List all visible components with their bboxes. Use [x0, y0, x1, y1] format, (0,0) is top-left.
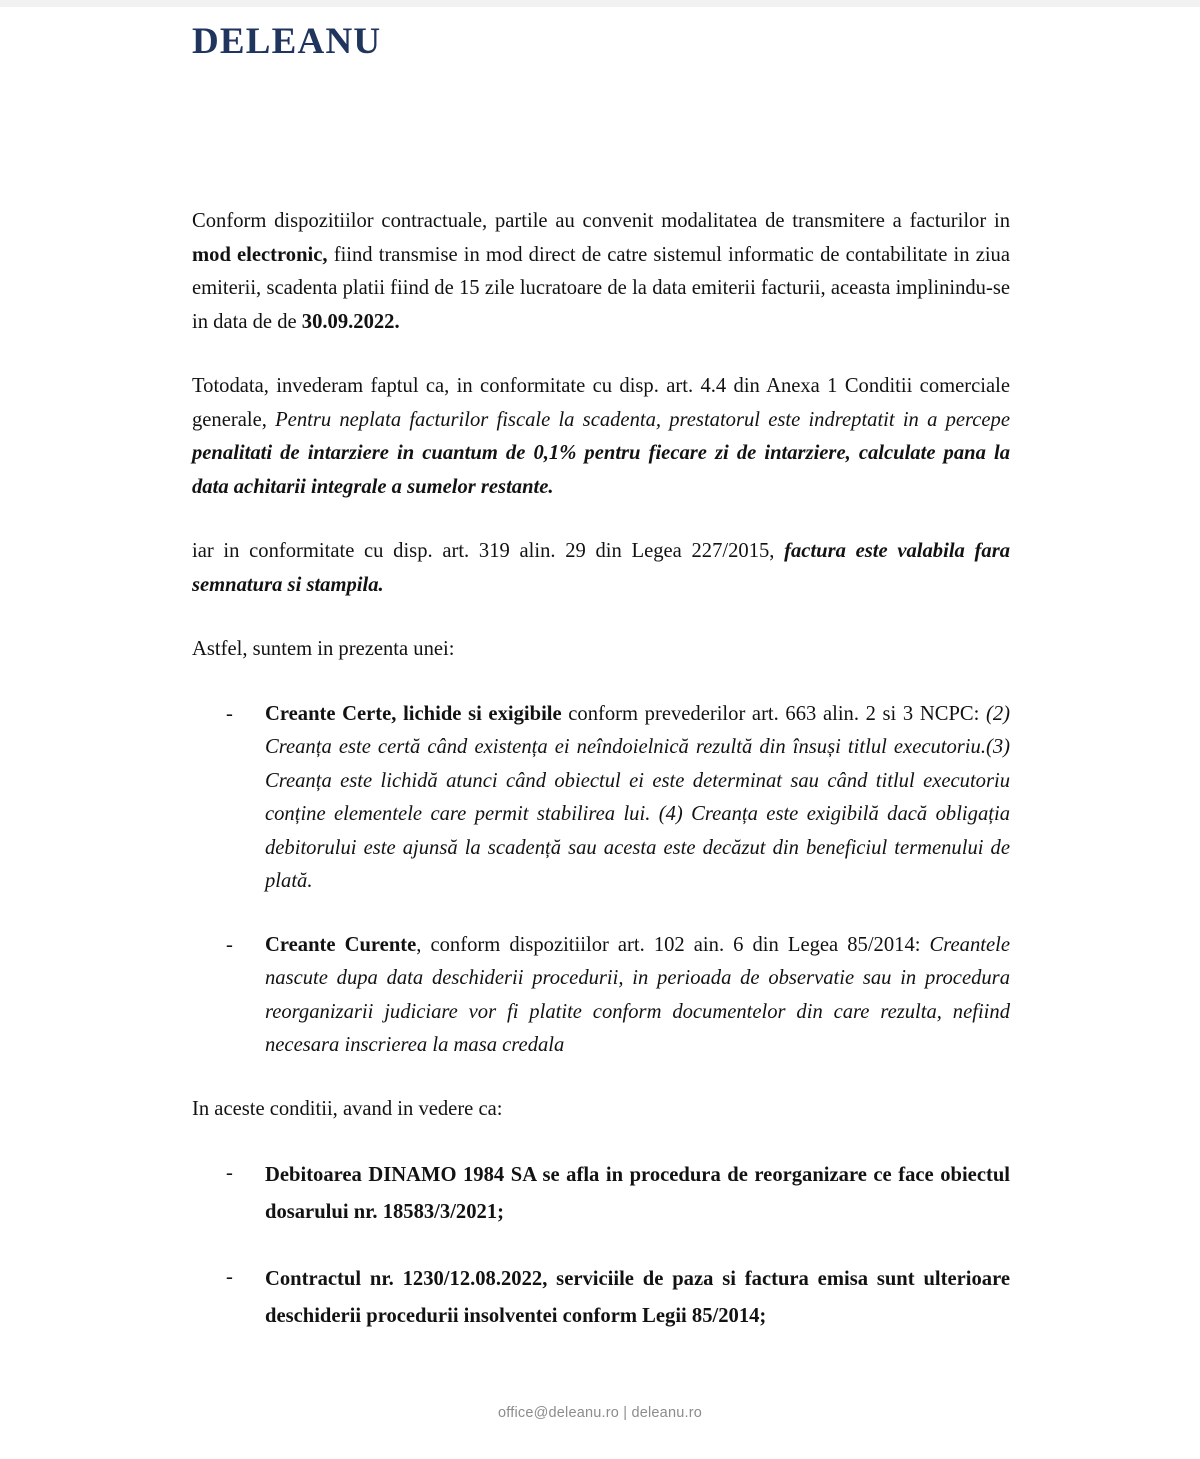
p1-seg1: Conform dispozitiilor contractuale, partile au convenit modalitatea de transmitere a facturilor in — [192, 210, 1010, 232]
creante-curente-seg2: , conform dispozitiilor art. 102 ain. 6 din Legea 85/2014: — [416, 933, 930, 956]
conditii-list — [192, 1157, 1010, 1335]
paragraph-astfel-intro: Astfel, suntem in prezenta unei: — [192, 638, 455, 660]
list-item — [192, 698, 1010, 899]
paragraph-conditii-intro: In aceste conditii, avand in vedere ca: — [192, 1097, 503, 1120]
creante-list — [192, 698, 1010, 1063]
paragraph-penalitati-intarziere — [192, 370, 1010, 504]
bullet-dash-icon: - — [226, 933, 233, 956]
list-item — [192, 1157, 1010, 1231]
paragraph-factura-valabila — [192, 535, 1010, 602]
footer-contact-text: office@deleanu.ro | deleanu.ro — [498, 1405, 702, 1421]
bullet-dash-icon: - — [226, 702, 233, 725]
p1-mod-electronic-bold: mod electronic, — [192, 243, 328, 266]
document-body — [192, 205, 1010, 1335]
creante-certe-quote-italic: (2) Creanța este certă când existența ei neîndoielnică rezultă din însuși titlul executoriu.(3) Creanța este lichidă atunci când obiectul ei este determinat sau când titlul executoriu conține elementele care permit stabilirea lui. (4) Creanța este exigibilă dacă obligația debitorului este ajunsă la scadență sau acesta este decăzut din beneficiul termenului de plată. — [265, 702, 1010, 892]
p2-quote-italic: Pentru neplata facturilor fiscale la scadenta, prestatorul este indreptatit in a percepe — [275, 408, 1010, 431]
debitoarea-dinamo-bold: Debitoarea DINAMO 1984 SA se afla in procedura de reorganizare ce face obiectul dosarului nr. 18583/3/2021; — [265, 1164, 1010, 1223]
p1-seg3: fiind transmise in mod direct de catre sistemul informatic de contabilitate in ziua emiterii, scadenta platii fiind de 15 zile lucratoare de la data emiterii facturii, aceasta implinindu-se in data de de — [192, 243, 1010, 333]
paragraph-transmitere-facturi — [192, 205, 1010, 339]
bullet-dash-icon: - — [226, 1266, 233, 1288]
contractul-1230-bold: Contractul nr. 1230/12.08.2022, serviciile de paza si factura emisa sunt ulterioare deschiderii procedurii insolventei conform Legii 85/2014; — [265, 1268, 1010, 1327]
deleanu-logo-wordmark: DELEANU — [192, 21, 382, 62]
creante-curente-title-bold: Creante Curente — [265, 933, 417, 956]
page-footer — [0, 1404, 1200, 1422]
letterhead — [192, 22, 1012, 63]
creante-curente-quote-italic: Creantele nascute dupa data deschiderii procedurii, in perioada de observatie sau in procedura reorganizarii judiciare vor fi platite conform documentelor din care rezulta, nefiind necesara inscrierea la masa credala — [265, 933, 1010, 1056]
page-top-edge-strip — [0, 0, 1200, 7]
bullet-dash-icon: - — [226, 1162, 233, 1184]
creante-certe-seg2: conform prevederilor art. 663 alin. 2 si 3 NCPC: — [561, 702, 986, 725]
p1-scadenta-date-bold: 30.09.2022. — [301, 310, 400, 333]
p2-seg1: Totodata, invederam faptul ca, in conformitate cu disp. art. 4.4 din Anexa 1 Conditii comerciale generale, — [192, 375, 1010, 431]
p3-seg1: iar in conformitate cu disp. art. 319 alin. 29 din Legea 227/2015, — [192, 540, 785, 562]
p3-factura-valabila-bold-italic: factura este valabila fara semnatura si stampila. — [192, 540, 1010, 596]
p2-penalitati-bold-italic: penalitati de intarziere in cuantum de 0,1% pentru fiecare zi de intarziere, calculate pana la data achitarii integrale a sumelor restante. — [192, 442, 1010, 498]
creante-certe-title-bold: Creante Certe, lichide si exigibile — [265, 702, 562, 725]
list-item — [192, 929, 1010, 1063]
list-item — [192, 1261, 1010, 1335]
